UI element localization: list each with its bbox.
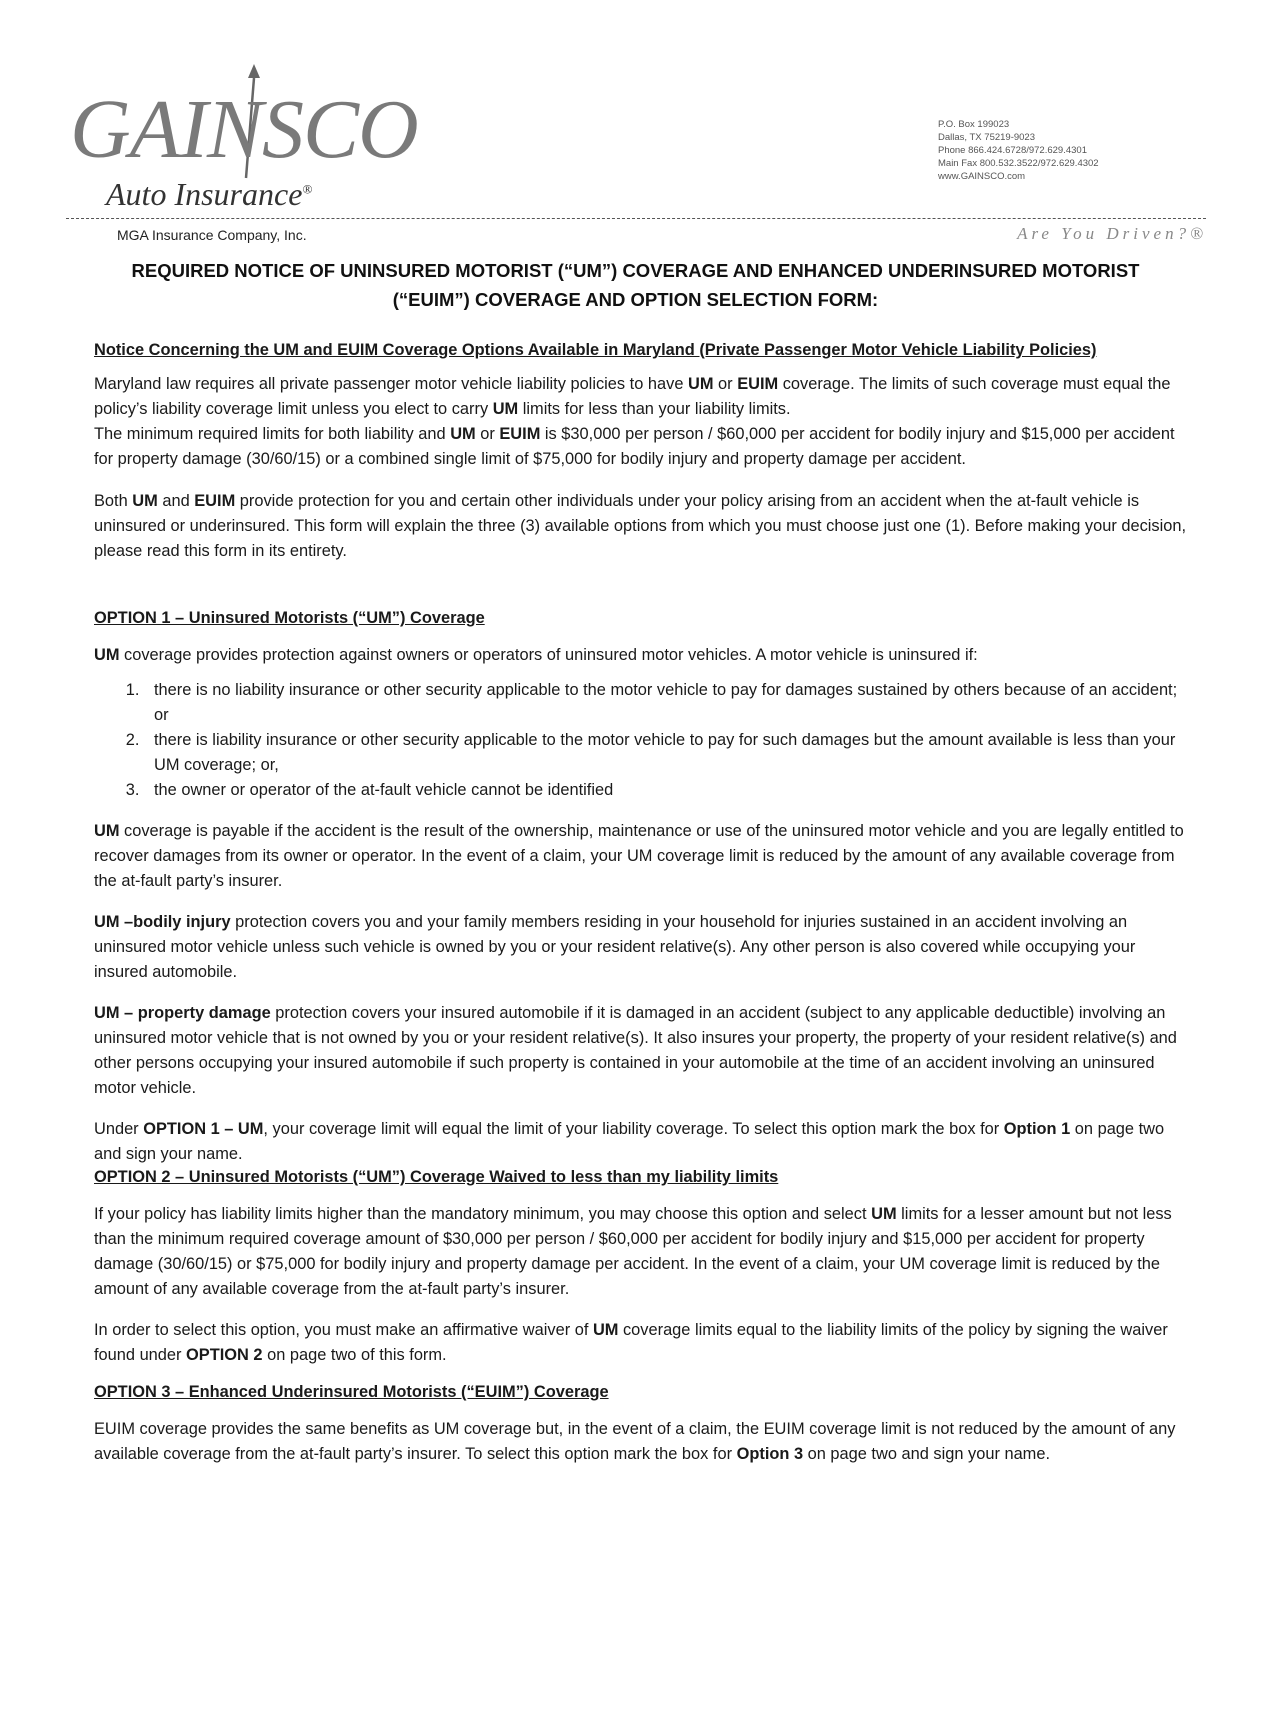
- list-item: 3. the owner or operator of the at-fault vehicle cannot be identified: [144, 778, 1188, 803]
- notice-section: [94, 338, 1188, 564]
- option-2-section: [94, 1165, 1188, 1368]
- company-name: MGA Insurance Company, Inc.: [117, 227, 307, 243]
- contact-block: [938, 118, 1178, 183]
- form-title: REQUIRED NOTICE OF UNINSURED MOTORIST (“UM”) COVERAGE AND ENHANCED UNDERINSURED MOTORIST (“EUIM”) COVERAGE AND OPTION SELECTION FORM:: [131, 260, 1140, 310]
- option-1-intro: UM coverage provides protection against owners or operators of uninsured motor vehicles. A motor vehicle is uninsured if:: [94, 646, 978, 664]
- option-1-property-damage: UM – property damage protection covers your insured automobile if it is damaged in an accident (subject to any applicable deductible) involving an uninsured motor vehicle that is not owned by you or your resident relative(s). It also insures your property, the property of your resident relative(s) and other persons occupying your insured automobile if such property is contained in your automobile at the time of an accident involving an uninsured motor vehicle.: [94, 1004, 1177, 1097]
- list-item: 2. there is liability insurance or other security applicable to the motor vehicle to pay for such damages but the amount available is less than your UM coverage; or,: [144, 728, 1188, 778]
- option-1-section: [94, 606, 1188, 1167]
- option-3-paragraph: EUIM coverage provides the same benefits as UM coverage but, in the event of a claim, the EUIM coverage limit is not reduced by the amount of any available coverage from the at-fault party’s insurer. To select this option mark the box for Option 3 on page two and sign your name.: [94, 1420, 1176, 1463]
- contact-line: Main Fax 800.532.3522/972.629.4302: [938, 158, 1099, 169]
- option-2-paragraph-1: If your policy has liability limits higher than the mandatory minimum, you may choose this option and select UM limits for a lesser amount but not less than the minimum required coverage amount of $30,000 per person / $60,000 per accident for bodily injury and $15,000 per accident for property damage (30/60/15) or $75,000 for bodily injury and property damage per accident. In the event of a claim, your UM coverage limit is reduced by the amount of any available coverage from the at-fault party’s insurer.: [94, 1205, 1172, 1298]
- notice-paragraph-1: Maryland law requires all private passenger motor vehicle liability policies to have UM or EUIM coverage. The limits of such coverage must equal the policy’s liability coverage limit unless you elect to carry UM limits for less than your liability limits. The minimum required limits for both liability and UM or EUIM is $30,000 per person / $60,000 per accident for bodily injury and $15,000 per accident for property damage (30/60/15) or a combined single limit of $75,000 for bodily injury and property damage per accident.: [94, 375, 1175, 468]
- brand-name: GAINSCO: [70, 83, 418, 176]
- option-1-heading: OPTION 1 – Uninsured Motorists (“UM”) Coverage: [94, 609, 485, 627]
- tagline: Are You Driven?®: [1017, 224, 1207, 243]
- notice-heading: Notice Concerning the UM and EUIM Coverage Options Available in Maryland (Private Passenger Motor Vehicle Liability Policies): [94, 341, 1097, 359]
- option-2-heading: OPTION 2 – Uninsured Motorists (“UM”) Coverage Waived to less than my liability limits: [94, 1168, 779, 1186]
- brand-subtitle: Auto Insurance®: [106, 176, 313, 212]
- option-1-bodily-injury: UM –bodily injury protection covers you and your family members residing in your household for injuries sustained in an accident involving an uninsured motor vehicle unless such vehicle is owned by you or your resident relative(s). Any other person is also covered while occupying your insured automobile.: [94, 913, 1136, 981]
- option-3-section: [94, 1380, 1188, 1467]
- notice-paragraph-2: Both UM and EUIM provide protection for you and certain other individuals under your policy arising from an accident when the at-fault vehicle is uninsured or underinsured. This form will explain the three (3) available options from which you must choose just one (1). Before making your decision, please read this form in its entirety.: [94, 492, 1187, 560]
- option-3-heading: OPTION 3 – Enhanced Underinsured Motorists (“EUIM”) Coverage: [94, 1383, 609, 1401]
- contact-line: www.GAINSCO.com: [938, 171, 1026, 182]
- uninsured-conditions-list: [94, 678, 1188, 803]
- gainsco-logo: [70, 60, 418, 212]
- contact-line: Phone 866.424.6728/972.629.4301: [938, 145, 1087, 156]
- contact-line: Dallas, TX 75219-9023: [938, 132, 1035, 143]
- option-2-paragraph-2: In order to select this option, you must make an affirmative waiver of UM coverage limits equal to the liability limits of the policy by signing the waiver found under OPTION 2 on page two of this form.: [94, 1321, 1168, 1364]
- option-1-payable: UM coverage is payable if the accident is the result of the ownership, maintenance or use of the uninsured motor vehicle and you are legally entitled to recover damages from its owner or operator. In the event of a claim, your UM coverage limit is reduced by the amount of any available coverage from the at-fault party’s insurer.: [94, 822, 1184, 890]
- option-1-selection: Under OPTION 1 – UM, your coverage limit will equal the limit of your liability coverage. To select this option mark the box for Option 1 on page two and sign your name.: [94, 1120, 1165, 1163]
- list-item: 1. there is no liability insurance or other security applicable to the motor vehicle to pay for damages sustained by others because of an accident; or: [144, 678, 1188, 728]
- contact-line: P.O. Box 199023: [938, 119, 1010, 130]
- header-divider: [66, 218, 1206, 219]
